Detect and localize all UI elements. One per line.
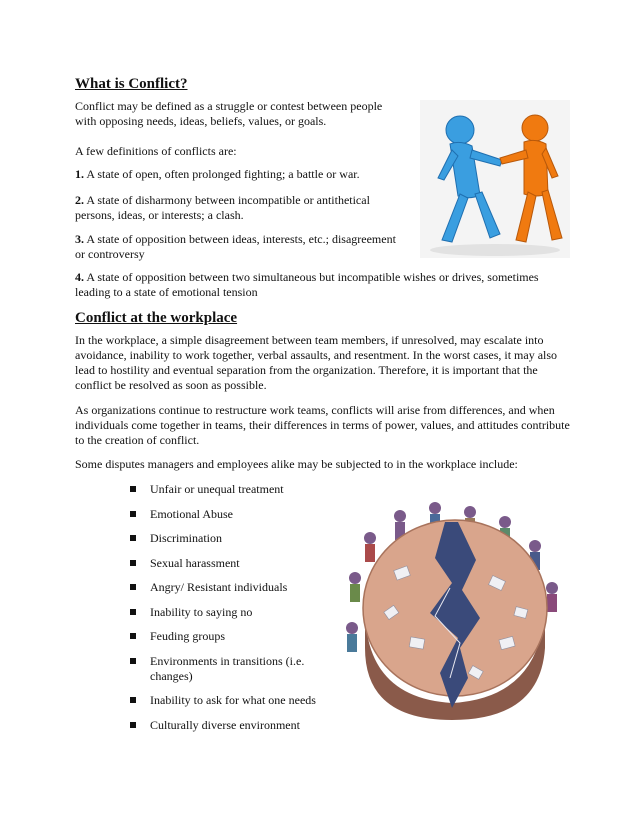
workplace-paragraph-2: As organizations continue to restructure work teams, conflicts will arise from differences, and when individuals come together in teams, their differences in terms of power, values, and attitudes contribute to the creation of conflict.: [75, 403, 570, 447]
list-item: Feuding groups: [130, 629, 330, 644]
list-item: Emotional Abuse: [130, 507, 330, 522]
bullet-square-icon: [130, 560, 136, 566]
bullet-square-icon: [130, 633, 136, 639]
disputes-list: [130, 482, 330, 742]
list-item: Culturally diverse environment: [130, 718, 330, 733]
list-item: Angry/ Resistant individuals: [130, 580, 330, 595]
list-item: Discrimination: [130, 531, 330, 546]
workplace-paragraph-3: Some disputes managers and employees alike may be subjected to in the workplace include:: [75, 457, 518, 471]
definition-1: 1. A state of open, often prolonged fighting; a battle or war.: [75, 167, 360, 181]
arguing-figures-illustration: [420, 100, 570, 258]
heading-what-is-conflict: What is Conflict?: [75, 76, 188, 92]
definition-2: 2. A state of disharmony between incompatible or antithetical persons, ideas, or interests; a clash.: [75, 193, 370, 222]
intro-paragraph: Conflict may be defined as a struggle or contest between people with opposing needs, ideas, beliefs, values, or goals.: [75, 99, 383, 128]
list-item: Inability to ask for what one needs: [130, 693, 330, 708]
bullet-square-icon: [130, 658, 136, 664]
list-item: Unfair or unequal treatment: [130, 482, 330, 497]
bullet-square-icon: [130, 511, 136, 517]
bullet-square-icon: [130, 535, 136, 541]
definitions-intro: A few definitions of conflicts are:: [75, 144, 237, 158]
heading-conflict-at-workplace: Conflict at the workplace: [75, 310, 238, 326]
cracked-table-illustration: [340, 498, 565, 723]
definition-3: 3. A state of opposition between ideas, interests, etc.; disagreement or controversy: [75, 232, 396, 261]
bullet-square-icon: [130, 697, 136, 703]
list-item: Sexual harassment: [130, 556, 330, 571]
definition-4: 4. A state of opposition between two simultaneous but incompatible wishes or drives, sometimes leading to a state of emotional tension: [75, 270, 539, 299]
bullet-square-icon: [130, 722, 136, 728]
list-item: Environments in transitions (i.e. changes): [130, 654, 330, 684]
bullet-square-icon: [130, 584, 136, 590]
list-item: Inability to saying no: [130, 605, 330, 620]
workplace-paragraph-1: In the workplace, a simple disagreement between team members, if unresolved, may escalate into avoidance, inability to work together, verbal assaults, and resentment. In the worst cases, it may also lead to hostility and eventual separation from the organization. Therefore, it is important that the conflict be resolved as soon as possible.: [75, 333, 558, 392]
bullet-square-icon: [130, 609, 136, 615]
bullet-square-icon: [130, 486, 136, 492]
